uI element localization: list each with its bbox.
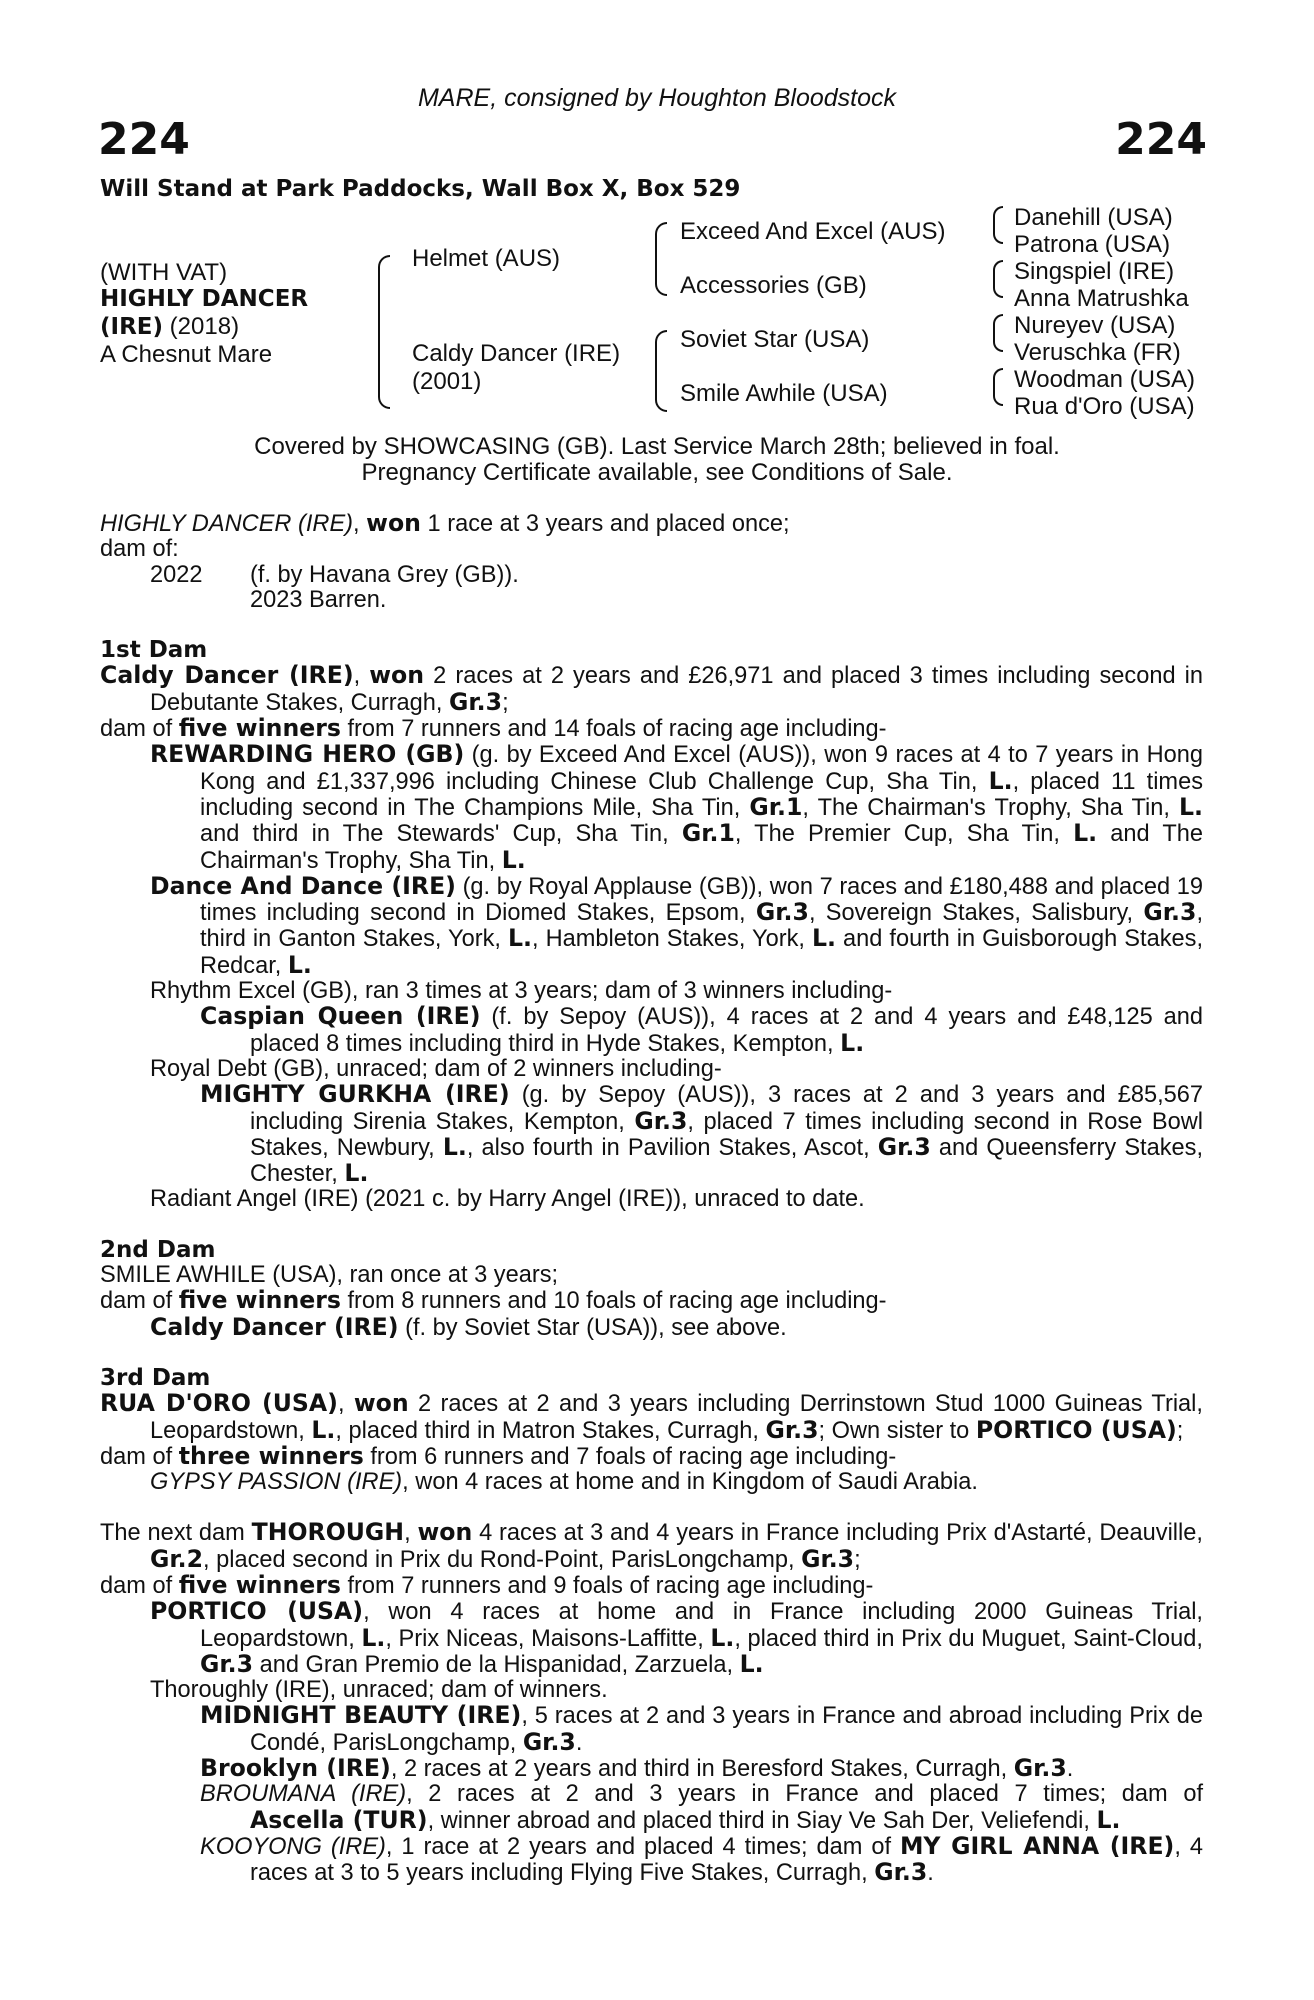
dam-dam: Smile Awhile (USA)	[680, 380, 888, 407]
brace-g4	[993, 368, 1003, 406]
third-dam-record: RUA D'ORO (USA), won 2 races at 2 and 3 years including Derrinstown Stud 1000 Guineas Trial, Leopardstown, L., placed third in Matron Stakes, Curragh, Gr.3; Own sister to PORTICO (USA);	[100, 1389, 1203, 1444]
covered-line2: Pregnancy Certificate available, see Conditions of Sale.	[361, 459, 953, 486]
brooklyn: Brooklyn (IRE), 2 races at 2 years and third in Beresford Stakes, Curragh, Gr.3.	[200, 1754, 1074, 1783]
ancestor-1: Danehill (USA)	[1014, 204, 1173, 231]
third-dam-heading: 3rd Dam	[100, 1364, 211, 1391]
dam-line1: Caldy Dancer (IRE)	[412, 340, 621, 367]
stand-location: Will Stand at Park Paddocks, Wall Box X, Box 529	[100, 176, 741, 202]
brace-g2	[993, 260, 1003, 298]
second-dam-produce: dam of five winners from 8 runners and 10 foals of racing age including-	[100, 1286, 887, 1315]
sire-dam: Accessories (GB)	[680, 272, 867, 299]
midnight-beauty: MIDNIGHT BEAUTY (IRE), 5 races at 2 and 3 years in France and abroad including Prix de Condé, ParisLongchamp, Gr.3.	[200, 1701, 1203, 1756]
rewarding-hero: REWARDING HERO (GB) (g. by Exceed And Excel (AUS)), won 9 races at 4 to 7 years in Hong Kong and £1,337,996 including Chinese Club Challenge Cup, Sha Tin, L., placed 11 times including second in The Champions Mile, Sha Tin, Gr.1, The Chairman's Trophy, Sha Tin, L. and third in The Stewards' Cup, Sha Tin, Gr.1, The Premier Cup, Sha Tin, L. and The Chairman's Trophy, Sha Tin, L.	[150, 740, 1204, 874]
sire: Helmet (AUS)	[412, 245, 561, 272]
ancestor-8: Rua d'Oro (USA)	[1014, 393, 1195, 420]
second-dam-record: SMILE AWHILE (USA), ran once at 3 years;	[100, 1262, 559, 1289]
rhythm-excel: Rhythm Excel (GB), ran 3 times at 3 years; dam of 3 winners including-	[150, 978, 893, 1005]
intro-damof: dam of:	[100, 536, 179, 563]
horse-country: (IRE)	[100, 314, 164, 340]
granddam-line	[1014, 204, 1195, 420]
ancestor-7: Woodman (USA)	[1014, 366, 1195, 393]
dance-and-dance: Dance And Dance (IRE) (g. by Royal Applause (GB)), won 7 races and £180,488 and placed 19 times including second in Diomed Stakes, Epsom, Gr.3, Sovereign Stakes, Salisbury, Gr.3, third in Ganton Stakes, York, L., Hambleton Stakes, York, L. and fourth in Guisborough Stakes, Redcar, L.	[150, 871, 1203, 979]
ancestor-6: Veruschka (FR)	[1014, 339, 1181, 366]
gypsy-passion: GYPSY PASSION (IRE), won 4 races at home and in Kingdom of Saudi Arabia.	[150, 1469, 978, 1496]
brace-sire-dam	[378, 255, 390, 409]
next-dam-record: The next dam THOROUGH, won 4 races at 3 and 4 years in France including Prix d'Astarté, Deauville, Gr.2, placed second in Prix du Rond-Point, ParisLongchamp, Gr.3;	[100, 1518, 1203, 1573]
ascella: Ascella (TUR), winner abroad and placed third in Siay Ve Sah Der, Veliefendi, L.	[250, 1805, 1121, 1834]
brace-dam-parents	[655, 330, 667, 412]
second-dam-heading: 2nd Dam	[100, 1236, 216, 1263]
dam-sire: Soviet Star (USA)	[680, 326, 870, 353]
dam-line2: (2001)	[412, 368, 482, 395]
third-dam-produce: dam of three winners from 6 runners and 7 foals of racing age including-	[100, 1441, 897, 1470]
intro-line: HIGHLY DANCER (IRE), won 1 race at 3 years and placed once;	[100, 509, 790, 537]
consignment-subtitle: MARE, consigned by Houghton Bloodstock	[417, 84, 897, 112]
horse-year: (2018)	[163, 313, 240, 340]
lot-number-right: 224	[1115, 114, 1207, 165]
caldy-dancer-ref: Caldy Dancer (IRE) (f. by Soviet Star (USA)), see above.	[150, 1312, 787, 1341]
vat-note: (WITH VAT)	[100, 259, 228, 286]
intro-foal-2022: 2022 (f. by Havana Grey (GB)).	[150, 561, 519, 588]
first-dam-heading: 1st Dam	[100, 637, 208, 664]
ancestor-3: Singspiel (IRE)	[1014, 258, 1175, 285]
first-dam-produce: dam of five winners from 7 runners and 14 foals of racing age including-	[100, 714, 887, 743]
thoroughly: Thoroughly (IRE), unraced; dam of winners.	[150, 1677, 608, 1704]
mighty-gurkha: MIGHTY GURKHA (IRE) (g. by Sepoy (AUS)), 3 races at 2 and 3 years and £85,567 including Sirenia Stakes, Kempton, Gr.3, placed 7 times including second in Rose Bowl Stakes, Newbury, L., also fourth in Pavilion Stakes, Ascot, Gr.3 and Queensferry Stakes, Chester, L.	[200, 1080, 1204, 1188]
next-dam-produce: dam of five winners from 7 runners and 9 foals of racing age including-	[100, 1570, 874, 1599]
brace-g1	[993, 206, 1003, 244]
portico: PORTICO (USA), won 4 races at home and in France including 2000 Guineas Trial, Leopardstown, L., Prix Niceas, Maisons-Laffitte, L., placed third in Prix du Muguet, Saint-Cloud, Gr.3 and Gran Premio de la Hispanidad, Zarzuela, L.	[150, 1597, 1203, 1678]
radiant-angel: Radiant Angel (IRE) (2021 c. by Harry Angel (IRE)), unraced to date.	[150, 1186, 865, 1213]
catalogue-body	[100, 511, 1203, 1887]
royal-debt: Royal Debt (GB), unraced; dam of 2 winners including-	[150, 1055, 722, 1082]
ancestor-5: Nureyev (USA)	[1014, 312, 1176, 339]
brace-g3	[993, 314, 1003, 352]
covered-note	[0, 434, 1314, 486]
first-dam-record: Caldy Dancer (IRE), won 2 races at 2 years and £26,971 and placed 3 times including second in Debutante Stakes, Curragh, Gr.3;	[100, 661, 1204, 716]
sire-sire: Exceed And Excel (AUS)	[680, 218, 946, 245]
horse-description: A Chesnut Mare	[100, 341, 273, 368]
kooyong: KOOYONG (IRE), 1 race at 2 years and placed 4 times; dam of MY GIRL ANNA (IRE), 4 races at 3 to 5 years including Flying Five Stakes, Curragh, Gr.3.	[200, 1831, 1203, 1887]
broumana: BROUMANA (IRE), 2 races at 2 and 3 years in France and placed 7 times; dam of	[200, 1781, 1204, 1808]
lot-number-left: 224	[98, 114, 190, 165]
ancestor-4: Anna Matrushka	[1014, 285, 1189, 312]
ancestor-2: Patrona (USA)	[1014, 231, 1171, 258]
intro-barren: 2023 Barren.	[250, 586, 387, 613]
horse-info	[100, 259, 308, 368]
horse-name: HIGHLY DANCER	[100, 286, 309, 312]
covered-line1: Covered by SHOWCASING (GB). Last Service March 28th; believed in foal.	[254, 433, 1060, 460]
brace-sire-parents	[655, 222, 667, 296]
caspian-queen: Caspian Queen (IRE) (f. by Sepoy (AUS)), 4 races at 2 and 4 years and £48,125 and placed 8 times including third in Hyde Stakes, Kempton, L.	[200, 1002, 1203, 1057]
